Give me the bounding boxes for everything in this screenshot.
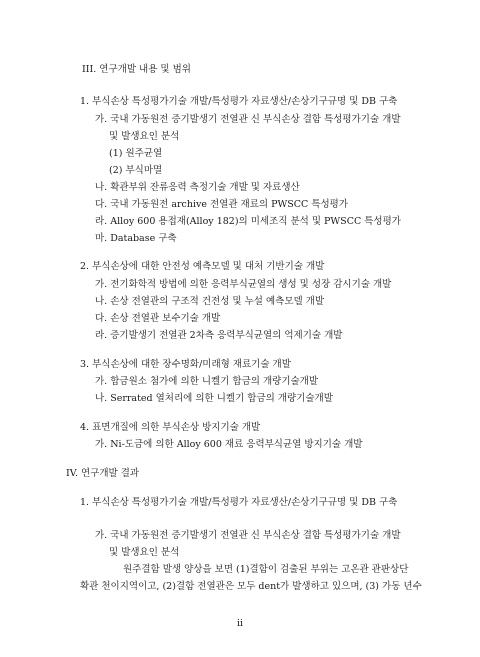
item-3-ga: 가. 합금원소 첨가에 의한 니켈기 합금의 개량기술개발 xyxy=(95,376,319,387)
item-1-da: 다. 국내 가동원전 archive 전열관 재료의 PWSCC 특성평가 xyxy=(95,199,349,210)
item-2-ga: 가. 전기화학적 방법에 의한 응력부식균열의 생성 및 성장 감시기술 개발 xyxy=(95,279,392,290)
section-heading-research-scope: III. 연구개발 내용 및 범위 xyxy=(82,64,191,75)
item-1-ga-line1: 가. 국내 가동원전 증기발생기 전열관 신 부식손상 결함 특성평가기술 개발 xyxy=(95,114,401,125)
item-1-sub1: (1) 원주균열 xyxy=(109,148,163,159)
item-1-ma: 마. Database 구축 xyxy=(95,233,177,244)
item-2-ra: 라. 증기발생기 전열관 2차측 응력부식균열의 억제기술 개발 xyxy=(95,330,343,341)
page-number: ii xyxy=(236,618,244,629)
result-paragraph-line1: 원주결함 발생 양상을 보면 (1)결함이 검출된 부위는 고온관 관판상단 xyxy=(123,564,409,575)
item-4-title: 4. 표면개질에 의한 부식손상 방지기술 개발 xyxy=(80,422,261,433)
item-1-sub2: (2) 부식마멸 xyxy=(109,165,163,176)
result-item-1-title: 1. 부식손상 특성평가기술 개발/특성평가 자료생산/손상기구규명 및 DB 구축 xyxy=(80,497,398,508)
item-1-title: 1. 부식손상 특성평가기술 개발/특성평가 자료생산/손상기구규명 및 DB 구축 xyxy=(80,96,398,107)
item-3-na: 나. Serrated 열처리에 의한 니켈기 합금의 개량기술개발 xyxy=(95,393,333,404)
section-heading-results: IV. 연구개발 결과 xyxy=(66,468,140,479)
item-1-ga-line2: 및 발생요인 분석 xyxy=(109,131,180,142)
item-2-da: 다. 손상 전열관 보수기술 개발 xyxy=(95,313,221,324)
result-item-1-ga-line1: 가. 국내 가동원전 증기발생기 전열관 신 부식손상 결함 특성평가기술 개발 xyxy=(95,530,401,541)
result-paragraph-line2: 확관 천이지역이고, (2)결함 전열관은 모두 dent가 발생하고 있으며, (3) 가동 년수 xyxy=(80,581,422,592)
item-1-na: 나. 확관부위 잔류응력 측정기술 개발 및 자료생산 xyxy=(95,182,300,193)
result-item-1-ga-line2: 및 발생요인 분석 xyxy=(109,547,180,558)
item-4-ga: 가. Ni-도금에 의한 Alloy 600 재료 응력부식균열 방지기술 개발 xyxy=(95,439,363,450)
item-2-title: 2. 부식손상에 대한 안전성 예측모델 및 대처 기반기술 개발 xyxy=(80,261,325,272)
item-1-ra: 라. Alloy 600 용접재(Alloy 182)의 미세조직 분석 및 PWSCC 특성평가 xyxy=(95,216,401,227)
item-3-title: 3. 부식손상에 대한 장수명화/미래형 재료기술 개발 xyxy=(80,359,291,370)
item-2-na: 나. 손상 전열관의 구조적 건전성 및 누설 예측모델 개발 xyxy=(95,296,325,307)
